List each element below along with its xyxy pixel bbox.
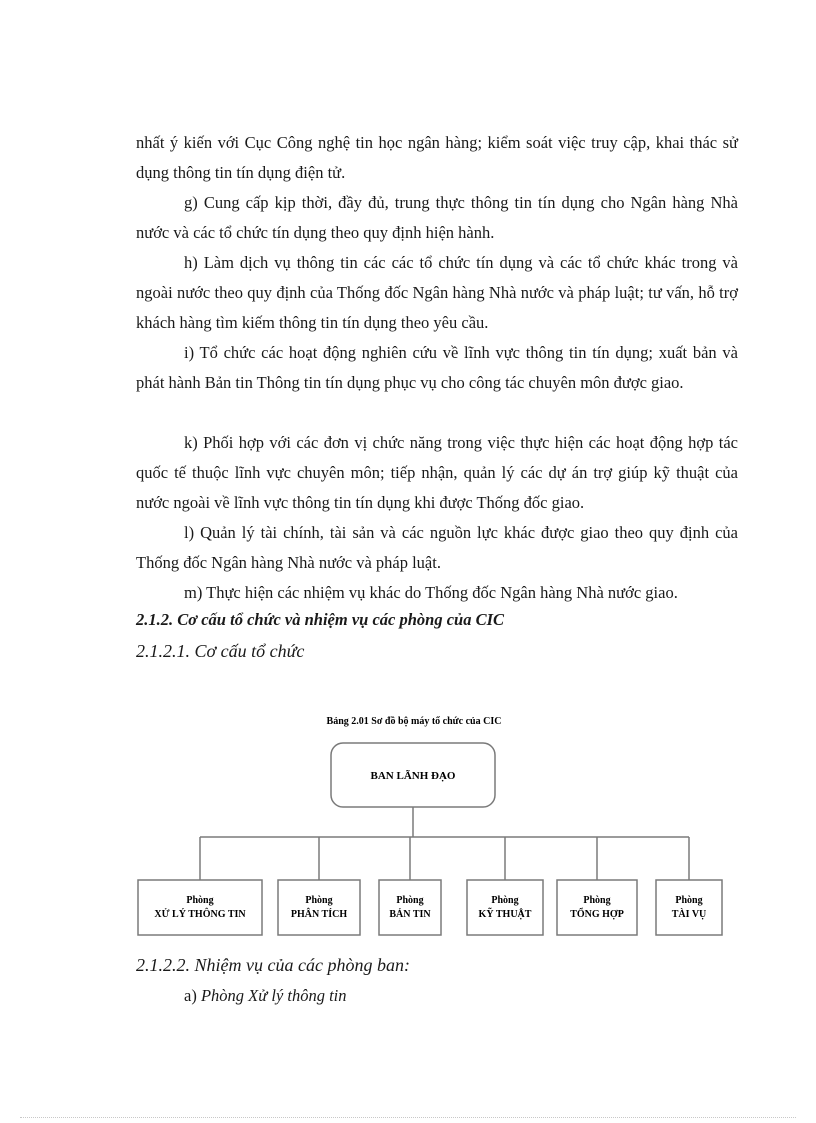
department-word: Phòng: [675, 895, 703, 906]
department-label: TÀI VỤ: [671, 909, 707, 920]
department-word: Phòng: [583, 895, 611, 906]
subsection-a-prefix: a): [184, 986, 201, 1005]
org-chart: [0, 700, 816, 950]
department-label: PHÂN TÍCH: [290, 909, 348, 920]
paragraph-continuation: nhất ý kiến với Cục Công nghệ tin học ngân hàng; kiểm soát việc truy cập, khai thác sử dụng thông tin tín dụng điện tử.: [136, 133, 738, 182]
department-word: Phòng: [186, 895, 214, 906]
paragraph-l: l) Quản lý tài chính, tài sản và các nguồn lực khác được giao theo quy định của Thống đốc Ngân hàng Nhà nước và pháp luật.: [136, 523, 738, 572]
paragraph-i: i) Tổ chức các hoạt động nghiên cứu về lĩnh vực thông tin tín dụng; xuất bản và phát hành Bản tin Thông tin tín dụng phục vụ cho công tác chuyên môn được giao.: [136, 343, 738, 392]
subsection-a: [184, 986, 347, 1006]
department-label: BẢN TIN: [389, 909, 431, 920]
department-phong-ban-tin: [379, 880, 441, 935]
section-heading-2-1-2-2: 2.1.2.2. Nhiệm vụ của các phòng ban:: [136, 955, 410, 975]
department-label: KỸ THUẬT: [478, 909, 532, 920]
paragraph-k: k) Phối hợp với các đơn vị chức năng trong việc thực hiện các hoạt động hợp tác quốc tế thuộc lĩnh vực chuyên môn; tiếp nhận, quản lý các dự án trợ giúp kỹ thuật của nước ngoài về lĩnh vực thông tin tín dụng khi được Thống đốc giao.: [136, 433, 738, 512]
department-label: TỔNG HỢP: [570, 909, 624, 920]
paragraph-h: h) Làm dịch vụ thông tin các các tổ chức tín dụng và các tổ chức khác trong và ngoài nước theo quy định của Thống đốc Ngân hàng Nhà nước và pháp luật; tư vấn, hỗ trợ khách hàng tìm kiếm thông tin tín dụng theo yêu cầu.: [136, 253, 738, 332]
paragraph-m: m) Thực hiện các nhiệm vụ khác do Thống đốc Ngân hàng Nhà nước giao.: [184, 583, 678, 602]
paragraph-g: g) Cung cấp kịp thời, đầy đủ, trung thực thông tin tín dụng cho Ngân hàng Nhà nước và các tổ chức tín dụng theo quy định hiện hành.: [136, 193, 738, 242]
department-word: Phòng: [396, 895, 424, 906]
department-label: XỬ LÝ THÔNG TIN: [154, 909, 246, 920]
subsection-a-title: Phòng Xử lý thông tin: [200, 986, 347, 1005]
connector-lines: [200, 807, 689, 880]
department-phong-xu-ly-thong-tin: [138, 880, 262, 935]
org-chart-caption: Bảng 2.01 Sơ đồ bộ máy tổ chức của CIC: [326, 716, 502, 727]
department-phong-ky-thuat: [467, 880, 543, 935]
department-phong-tong-hop: [557, 880, 637, 935]
department-phong-tai-vu: [656, 880, 722, 935]
section-heading-2-1-2-1: 2.1.2.1. Cơ cấu tổ chức: [136, 641, 305, 661]
section-heading-2-1-2: 2.1.2. Cơ cấu tổ chức và nhiệm vụ các phòng của CIC: [136, 610, 505, 629]
root-label: BAN LÃNH ĐẠO: [370, 770, 456, 782]
department-word: Phòng: [491, 895, 519, 906]
page-footer-divider: [20, 1117, 796, 1118]
department-phong-phan-tich: [278, 880, 360, 935]
department-word: Phòng: [305, 895, 333, 906]
